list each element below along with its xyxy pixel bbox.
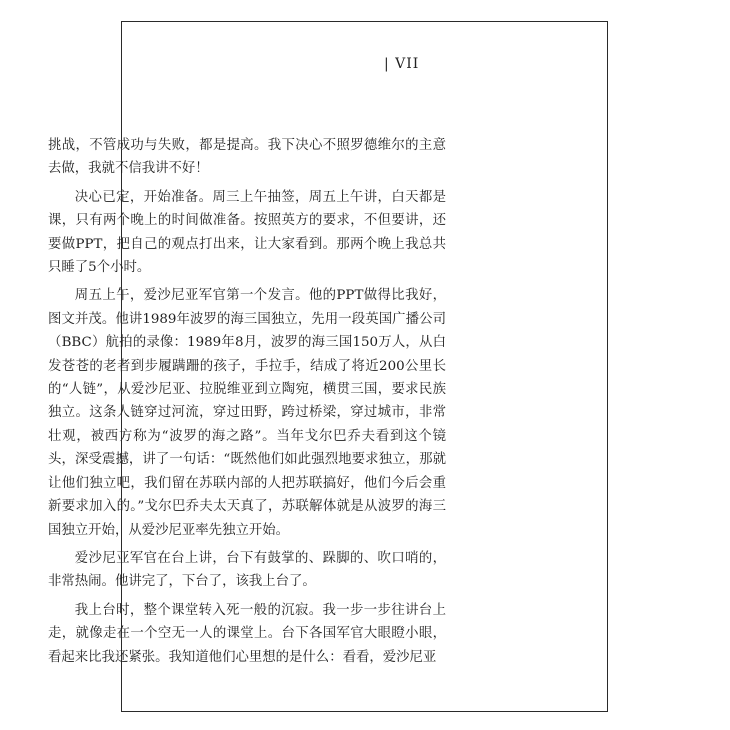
paragraph-3: 周五上午，爱沙尼亚军官第一个发言。他的PPT做得比我好，图文并茂。他讲1989年波罗的海三国独立，先用一段英国广播公司（BBC）航拍的录像：1989年8月，波罗的海三国150万人，从白发苍苍的老者到步履蹒跚的孩子，手拉手，结成了将近200公里长的“人链”，从爱沙尼亚、拉脱维亚到立陶宛，横贯三国，要求民族独立。这条人链穿过河流，穿过田野，跨过桥梁，穿过城市，非常壮观，被西方称为“波罗的海之路”。当年戈尔巴乔夫看到这个镜头，深受震撼，讲了一句话：“既然他们如此强烈地要求独立，那就让他们独立吧，我们留在苏联内部的人把苏联搞好，他们今后会重新要求加入的。”戈尔巴乔夫太天真了，苏联解体就是从波罗的海三国独立开始，从爱沙尼亚率先独立开始。 [48, 288, 446, 538]
page-body-text [48, 134, 446, 674]
page-number-header: | VII [384, 56, 420, 72]
paragraph-5: 我上台时，整个课堂转入死一般的沉寂。我一步一步往讲台上走，就像走在一个空无一人的课堂上。台下各国军官大眼瞪小眼，看起来比我还紧张。我知道他们心里想的是什么：看看，爱沙尼亚 [48, 602, 446, 665]
paragraph-2: 决心已定，开始准备。周三上午抽签，周五上午讲，白天都是课，只有两个晚上的时间做准备。按照英方的要求，不但要讲，还要做PPT，把自己的观点打出来，让大家看到。那两个晚上我总共只睡了5个小时。 [48, 189, 446, 276]
paragraph-1: 挑战，不管成功与失败，都是提高。我下决心不照罗德维尔的主意去做，我就不信我讲不好！ [48, 138, 446, 177]
paragraph-4: 爱沙尼亚军官在台上讲，台下有鼓掌的、跺脚的、吹口哨的，非常热闹。他讲完了，下台了，该我上台了。 [48, 550, 446, 590]
